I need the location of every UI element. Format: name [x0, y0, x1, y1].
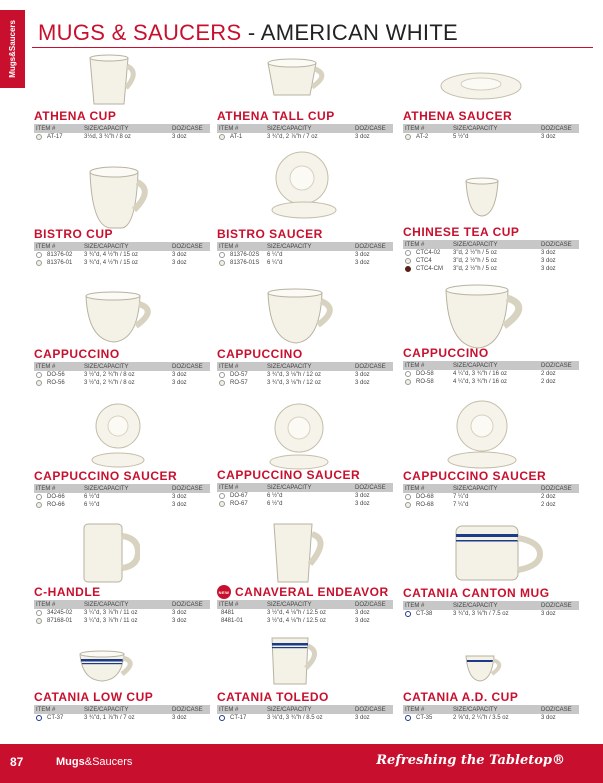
table-row: 87168-01 3 ¼"d, 3 ⅞"h / 11 oz 3 doz	[34, 617, 210, 625]
product-catania-low-cup	[34, 690, 210, 722]
color-swatch-white	[405, 371, 411, 377]
table-header: ITEM # SIZE/CAPACITY DOZ/CASE	[34, 362, 210, 371]
table-header: ITEM # SIZE/CAPACITY DOZ/CASE	[403, 240, 579, 249]
product-name: CAPPUCCINO	[34, 347, 120, 361]
product-cappuccino-16oz	[403, 346, 579, 386]
table-row: DO-57 3 ¾"d, 3 ⅛"h / 12 oz 3 doz	[217, 371, 393, 379]
product-name: NEW CANAVERAL ENDEAVOR	[218, 585, 389, 599]
table-header: ITEM # SIZE/CAPACITY DOZ/CASE	[403, 705, 579, 714]
color-swatch-cream	[36, 380, 42, 386]
product-name: CHINESE TEA CUP	[403, 225, 520, 239]
product-cappuccino-saucer-67	[217, 468, 393, 508]
cappuccino-saucer-67-image	[268, 402, 330, 470]
product-name: CATANIA LOW CUP	[34, 690, 154, 704]
table-row: CTC4 3"d, 2 ½"h / 5 oz 3 doz	[403, 257, 579, 265]
color-swatch-white	[219, 493, 225, 499]
color-swatch-white	[36, 494, 42, 500]
table-row: AT-17 3½d, 3 ¾"h / 8 oz 3 doz	[34, 133, 210, 141]
footer-tagline: Refreshing the Tabletop®	[376, 753, 565, 768]
athena-tall-cup-image	[262, 57, 332, 102]
color-swatch-cream	[405, 502, 411, 508]
product-c-handle	[34, 585, 210, 625]
table-header: ITEM # SIZE/CAPACITY DOZ/CASE	[217, 705, 393, 714]
table-header: ITEM # SIZE/CAPACITY DOZ/CASE	[217, 242, 393, 251]
product-athena-tall-cup	[217, 109, 393, 141]
table-row: 81376-02 3 ¾"d, 4 ½"h / 15 oz 3 doz	[34, 251, 210, 259]
product-name: C-HANDLE	[34, 585, 101, 599]
cappuccino-16oz-image	[440, 280, 532, 352]
section-side-tab: Mugs&Saucers	[0, 10, 25, 88]
product-athena-saucer	[403, 109, 579, 141]
table-header: ITEM # SIZE/CAPACITY DOZ/CASE	[403, 484, 579, 493]
color-swatch-blue-band	[36, 715, 42, 721]
product-name: BISTRO CUP	[34, 227, 114, 241]
color-swatch-blue-band	[219, 715, 225, 721]
c-handle-mug-image	[80, 520, 140, 586]
table-row: 81376-02S 6 ¼"d 3 doz	[217, 251, 393, 259]
page-footer	[0, 744, 603, 783]
table-row: DO-58 4 ¼"d, 3 ¾"h / 16 oz 2 doz	[403, 370, 579, 378]
color-swatch-brown	[405, 266, 411, 272]
bistro-saucer-image	[268, 150, 340, 220]
table-header: ITEM # SIZE/CAPACITY DOZ/CASE	[34, 124, 210, 133]
color-swatch-blue-band	[405, 715, 411, 721]
table-row: RO-57 3 ¾"d, 3 ⅛"h / 12 oz 3 doz	[217, 379, 393, 387]
athena-saucer-image	[438, 68, 524, 104]
table-row: 81376-01S 6 ¼"d 3 doz	[217, 259, 393, 267]
color-swatch-cream	[36, 134, 42, 140]
table-header: ITEM # SIZE/CAPACITY DOZ/CASE	[34, 484, 210, 493]
color-swatch-cream	[219, 380, 225, 386]
product-catania-ad-cup	[403, 690, 579, 722]
product-name: CAPPUCCINO SAUCER	[403, 469, 547, 483]
table-row: 8481 3 ½"d, 4 ⅛"h / 12.5 oz 3 doz	[221, 610, 370, 616]
product-name: CAPPUCCINO	[403, 346, 489, 360]
product-cappuccino-12oz	[217, 347, 393, 387]
table-row: DO-68 7 ¼"d 2 doz	[403, 493, 579, 501]
canaveral-endeavor-image	[270, 518, 332, 586]
table-row: DO-66 6 ½"d 3 doz	[34, 493, 210, 501]
product-name: CATANIA CANTON MUG	[403, 586, 550, 600]
table-row: CT-35 2 ⅝"d, 2 ¼"h / 3.5 oz 3 doz	[403, 714, 579, 722]
product-cappuccino-saucer-68	[403, 469, 579, 509]
table-row: CT-38 3 ¾"d, 3 ⅝"h / 7.5 oz 3 doz	[403, 610, 579, 618]
table-row: 81376-01 3 ¾"d, 4 ½"h / 15 oz 3 doz	[34, 259, 210, 267]
color-swatch-cream	[219, 501, 225, 507]
table-row: AT-1 3 ¾"d, 2 ⅞"h / 7 oz 3 doz	[217, 133, 393, 141]
cappuccino-saucer-68-image	[446, 400, 518, 470]
color-swatch-cream	[219, 134, 225, 140]
table-row: 8481-01 3 ½"d, 4 ⅛"h / 12.5 oz 3 doz	[221, 618, 370, 624]
table-header: ITEM # SIZE/CAPACITY DOZ/CASE	[217, 483, 393, 492]
table-row: DO-67 6 ½"d 3 doz	[217, 492, 393, 500]
product-athena-cup	[34, 109, 210, 141]
product-canaveral-endeavor	[217, 585, 393, 625]
table-row: RO-56 3 ½"d, 2 ¾"h / 8 oz 3 doz	[34, 379, 210, 387]
catania-canton-mug-image	[452, 522, 544, 584]
cappuccino-12oz-image	[262, 285, 342, 347]
table-row: 34245-02 3 ¼"d, 3 ⅞"h / 11 oz 3 doz	[34, 609, 210, 617]
table-row: CTC4-CM 3"d, 2 ½"h / 5 oz 3 doz	[403, 265, 579, 273]
product-name: ATHENA CUP	[34, 109, 117, 123]
table-header: ITEM # SIZE/CAPACITY DOZ/CASE	[217, 124, 393, 133]
table-row: CTC4-02 3"d, 2 ½"h / 5 oz 3 doz	[403, 249, 579, 257]
table-header: ITEM # SIZE/CAPACITY DOZ/CASE	[403, 361, 579, 370]
product-name: ATHENA TALL CUP	[217, 109, 335, 123]
table-row: RO-66 6 ½"d 3 doz	[34, 501, 210, 509]
product-cappuccino-8oz	[34, 347, 210, 387]
product-name: CATANIA A.D. CUP	[403, 690, 519, 704]
page-title	[38, 20, 458, 46]
cappuccino-saucer-66-image	[90, 402, 146, 470]
table-header: ITEM # SIZE/CAPACITY DOZ/CASE	[34, 705, 210, 714]
table-header: ITEM # SIZE/CAPACITY DOZ/CASE	[403, 601, 579, 610]
color-swatch-white	[36, 372, 42, 378]
color-swatch-white	[219, 252, 225, 258]
chinese-tea-cup-image	[462, 175, 502, 220]
product-name: BISTRO SAUCER	[217, 227, 323, 241]
table-header: ITEM # SIZE/CAPACITY DOZ/CASE	[34, 600, 210, 609]
page-number: 87	[10, 755, 24, 769]
table-row: CT-37 3 ¾"d, 1 ⅞"h / 7 oz 3 doz	[34, 714, 210, 722]
new-badge: NEW	[217, 585, 231, 599]
product-bistro-cup	[34, 227, 210, 267]
catania-low-cup-image	[76, 648, 138, 684]
color-swatch-white	[405, 250, 411, 256]
product-cappuccino-saucer-66	[34, 469, 210, 509]
table-row: RO-67 6 ½"d 3 doz	[217, 500, 393, 508]
color-swatch-blue-band	[405, 611, 411, 617]
product-name: ATHENA SAUCER	[403, 109, 513, 123]
color-swatch-cream	[36, 260, 42, 266]
product-chinese-tea-cup	[403, 225, 579, 273]
table-header: ITEM # SIZE/CAPACITY DOZ/CASE	[403, 124, 579, 133]
product-name: CAPPUCCINO SAUCER	[217, 468, 361, 482]
table-row: RO-68 7 ¼"d 2 doz	[403, 501, 579, 509]
product-name: CAPPUCCINO	[217, 347, 303, 361]
product-name: CAPPUCCINO SAUCER	[34, 469, 178, 483]
table-header: ITEM # SIZE/CAPACITY DOZ/CASE	[34, 242, 210, 251]
color-swatch-white	[219, 372, 225, 378]
bistro-cup-image	[84, 160, 154, 232]
athena-cup-image	[82, 50, 142, 110]
color-swatch-white	[36, 252, 42, 258]
catania-toledo-image	[268, 634, 324, 688]
product-name: CATANIA TOLEDO	[217, 690, 329, 704]
color-swatch-cream	[36, 502, 42, 508]
color-swatch-white	[36, 610, 42, 616]
footer-section-label: Mugs&Saucers	[56, 756, 133, 768]
color-swatch-cream	[405, 379, 411, 385]
cappuccino-8oz-image	[80, 288, 160, 348]
title-red: MUGS & SAUCERS	[38, 20, 242, 45]
product-bistro-saucer	[217, 227, 393, 267]
table-header: ITEM # SIZE/CAPACITY DOZ/CASE	[217, 362, 393, 371]
color-swatch-cream	[219, 260, 225, 266]
table-header: ITEM # SIZE/CAPACITY DOZ/CASE	[217, 600, 393, 609]
color-swatch-cream	[405, 258, 411, 264]
title-rest: - AMERICAN WHITE	[247, 20, 459, 45]
catania-ad-cup-image	[462, 652, 506, 684]
color-swatch-cream	[36, 618, 42, 624]
product-catania-canton-mug	[403, 586, 579, 618]
table-row: CT-17 3 ⅛"d, 3 ¾"h / 8.5 oz 3 doz	[217, 714, 393, 722]
table-row: DO-56 3 ½"d, 2 ¾"h / 8 oz 3 doz	[34, 371, 210, 379]
title-divider	[32, 47, 593, 48]
table-row: RO-58 4 ¼"d, 3 ¾"h / 16 oz 2 doz	[403, 378, 579, 386]
product-catania-toledo	[217, 690, 393, 722]
color-swatch-white	[405, 494, 411, 500]
table-row: AT-2 5 ½"d 3 doz	[403, 133, 579, 141]
color-swatch-cream	[405, 134, 411, 140]
